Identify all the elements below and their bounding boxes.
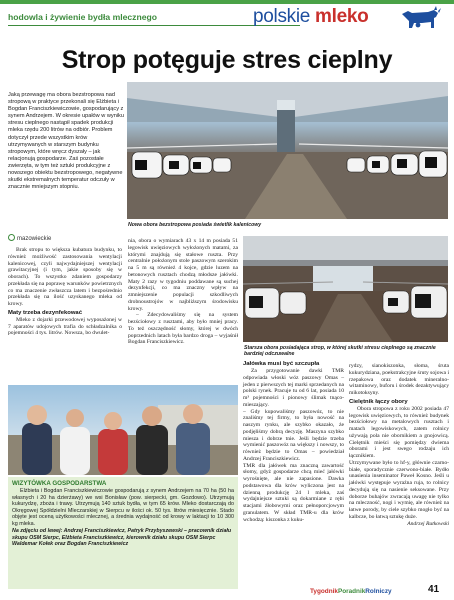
column-1 [8,247,122,337]
cow-logo-icon [398,4,442,36]
author-name: Andrzej Rutkowski [407,520,449,527]
col2-paragraph-1: nia, obora o wymiarach 43 x 14 m posiada 51 legowisk uwięziowych wyłożonych matami, za którymi znajdują się stałowe ruszta. Przy centralnie położonym stole paszowym szerokim na 5 m są również 4 kojce, gdzie luzem na betonowych rusztach chodzą młodsze jałówki. Maty 2 razy w tygodniu poddawane są suchej dezynfekcji, co ma znaczny wpływ na zmniejszenie populacji szkodliwych drobnoustrojów w najbliższym środowisku krowy. [128,238,238,312]
footer-brand-c: Rolniczy [365,588,392,595]
region-text: mazowieckie [17,236,52,242]
old-barn-photo [243,236,448,342]
col1-paragraph-2: Mleko z dojarki przewodowej wyposażonej w 7 aparatów udojowych trafia do schładzalnika o pojemności 4 tys. litrów. Nowsza, bo dwulet- [8,316,122,337]
brand-main: mleko [315,6,369,27]
section-label: hodowla i żywienie bydła mlecznego [8,12,157,22]
footer-brand [310,588,392,595]
top-green-rule [0,0,454,4]
col2-paragraph-2: – Zdecydowaliśmy się na system bezściołowy z rusztami, aby było mniej pracy. To też oszczędność słomy, której w dwóch poprzednich latach była bardzo droga – wyjaśnił Bogdan Franciszkiewicz. [128,312,238,346]
location-icon [8,234,15,241]
lead-paragraph: Jaką przewagę ma obora bezstropowa nad stropową w praktyce przekonali się Elżbieta i Bogdan Franciszkiewiczowie, gospodarujący z synem Andrzejem. W okresie upałów w wyniku stresu cieplnego nastąpił spadek produkcji mleka rzędu 200 litrów na odbiór. Problem dotyczył przede wszystkim krów utrzymywanych w starszym budynku stropowym, które wręcz dyszały – jak relacjonują gospodarze. Zaś pozostałe zwierzęta, w tym też sztuki produkcyjne z nowszego obiektu bezstropowego, negatywne skutki ekstremalnych temperatur odczuły w znacznie mniejszym stopniu. [8,92,124,191]
col4-paragraph-1: rydzy, sianokiszonka, słoma, śruta kukurydziana, poekstrakcyjne śruty sojowa i rzepakowa oraz dodatek mineralno-witaminowy, buforu i środek dezaktywujący mikotoksyny. [349,363,449,396]
article-title: Strop potęguje stres cieplny [61,46,393,74]
col4-subheading: Cielętnik łączy obory [349,398,408,405]
footer-brand-b: Poradnik [337,588,366,595]
farmers-photo [8,385,238,475]
column-4 [349,363,449,527]
farm-profile-box [8,477,238,589]
col3-paragraph: Za przygotowanie dawki TMR odpowiada włoski wóz paszowy Omas – jeden z pierwszych tej marki sprzedanych na polski rynek. Pracuje tu od 6 lat, posiada 10 m³ pojemności i pionowy ślimak tnąco-mieszający. – Gdy kupowaliśmy paszowóz, to nie znaliśmy tej firmy, to była nowość na naszym rynku, ale szybko okazało, że podjęliśmy dobrą decyzję. Maszyna szybko miesza i dobrze tnie. Jeśli będzie trzeba wymienić paszowóz na większy i nowszy, to również będzie to Omas – powiedział Andrzej Franciszkiewicz. TMR dla jałówek ma znaczną zawartość słomy, gdyż gospodarze chcą mieć jałówki wyrośnięte, ale nie zapasione. Dawka podstawowa dla krów wyliczona jest na dzienną produkcję 24 l mleka, zaś wydajniejsze sztuki są dokarmiane z rębi stacjami żłobowymi oraz pełnoporcjowym granulatem. W skład TMR-u dla krów wchodzą: kiszonka z kuku- [243,368,344,523]
top-photo-caption: Nowa obora bezstropowa posiada świetlik kalenicowy [128,222,262,228]
new-barn-photo [127,82,448,219]
box-heading: WIZYTÓWKA GOSPODARSTWA [12,480,107,487]
footer-brand-a: Tygodnik [310,588,338,595]
box-caption: Na zdjęciu od lewej: Andrzej Franciszkiewicz, Patryk Przybyszewski – pracownik działu skupu OSM Sierpc, Elżbieta Franciszkiewicz, kierownik działu skupu OSM Sierpc Waldemar Kołek oraz Bogdan Franciszkiewicz [12,528,232,548]
middle-photo-caption: Starsza obora posiadająca strop, w której skutki stresu cieplnego są znacznie bardziej odczuwalne [244,345,436,358]
col4-paragraph-2: Obora stropowa z roku 2002 posiada 47 legowisk uwięziowych, to również budynek bezściołowy na metalowych rusztach i matach legowiskowych, zatem rolnicy używają pola nie obornikiem a gnojowicą. Cielętnik mieści się pomiędzy dwiema oborami i jest swego rodzaju ich łącznikiem. Utrzymywane było to hf-y, głównie czarno-białe, sporadycznie czerwono-białe. Bydło unasienia inseminator Paweł Kosno. Jeśli u jałówki występuje wyraźna ruja, to rolnicy decydują się na nasienie seksowane. Przy doborze buhajów zwracają uwagę nie tylko na mleczność, nogi i wymię, ale również na łatwe porody, by ciele szybko mogło być na kalbcze, bo łatwą sztukę duże. [349,405,449,520]
col1-paragraph-1: Brak stropu to większa kubatura budynku, to również możliwość zastosowania wentylacji kalenicowej, czyli najwydajniejszej wentylacji grawitacyjnej (i tym, jakie sposoby się w oborach). To wszystko zdaniem gospodarzy przekłada się na poprawę warunków powietrznych co ma znaczenie zwłaszcza latem i bezpośrednio przekłada się na ilość uzyskanego mleka od krowy. [8,247,122,307]
box-text: Elżbieta i Bogdan Franciszkiewiczowie gospodarują z synem Andrzejem na 70 ha (50 ha własnych i 20 ha dzierżawy) we wsi Bonisław (pow. sierpecki, gm. Gozdowo). Utrzymują kukurydzę, zboża i trawy. Utrzymują 140 sztuk bydła, w tym 65 krów. Mleko dostarczają do Okręgowej Spółdzielni Mleczarskiej w Sierpcu w ilości ok. 50 tys. litrów miesięcznie. Stado objęte jest oceną użytkowości mlecznej, a średnia wydajność od krowy w laktacji to 10 300 kg mleka. [12,488,234,527]
brand-logo [253,6,368,28]
column-2 [128,238,238,346]
brand-prefix: polskie [253,6,316,27]
col1-subheading: Maty trzeba dezynfekować [8,309,82,316]
region-label [8,234,51,242]
col3-subheading: Jałówka musi być szczupła [243,361,320,367]
page-number: 41 [428,584,440,595]
column-3 [243,361,344,523]
